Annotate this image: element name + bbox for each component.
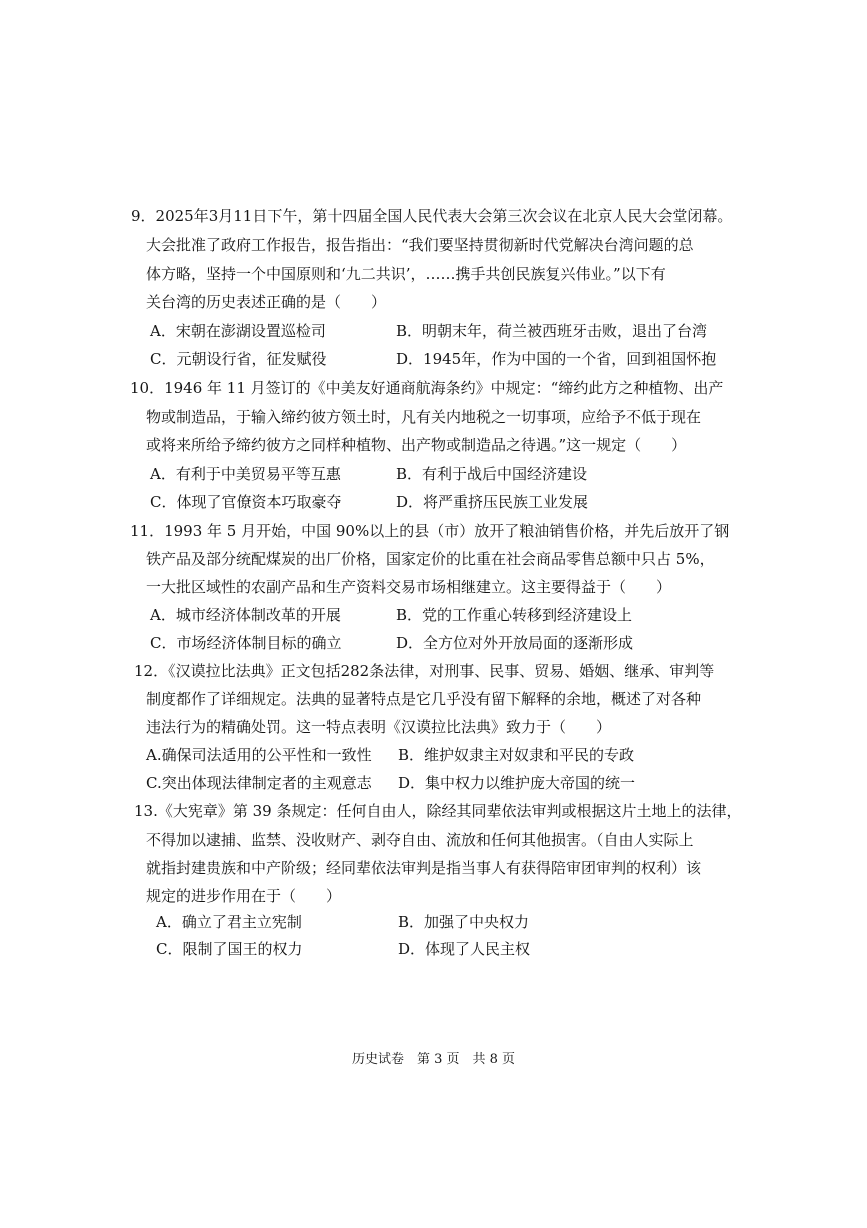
- option-b: B．党的工作重心转移到经济建设上: [396, 606, 633, 624]
- question-text-line: 制度都作了详细规定。法典的显著特点是它几乎没有留下解释的余地，概述了对各种: [146, 690, 702, 708]
- option-d: D．集中权力以维护庞大帝国的统一: [398, 774, 636, 792]
- question-text-line: 铁产品及部分统配煤炭的出厂价格，国家定价的比重在社会商品零售总额中只占 5%，: [146, 550, 715, 568]
- option-b: B．加强了中央权力: [398, 913, 530, 931]
- option-a: A．宋朝在澎湖设置巡检司: [150, 322, 326, 340]
- question-text-line: 大会批准了政府工作报告，报告指出：“我们要坚持贯彻新时代党解决台湾问题的总: [146, 236, 694, 254]
- question-text-line: 不得加以逮捕、监禁、没收财产、剥夺自由、流放和任何其他损害。（自由人实际上: [146, 831, 694, 849]
- option-d: D．将严重挤压民族工业发展: [396, 493, 589, 511]
- question-text-line: 规定的进步作用在于（ ）: [146, 887, 342, 905]
- option-a: A.确保司法适用的公平性和一致性: [146, 746, 372, 764]
- question-text-line: 就指封建贵族和中产阶级；经同辈依法审判是指当事人有获得陪审团审判的权利）该: [146, 859, 702, 877]
- option-b: B．维护奴隶主对奴隶和平民的专政: [398, 746, 635, 764]
- question-text-line: 11．1993 年 5 月开始，中国 90%以上的县（市）放开了粮油销售价格，并先后放开了钢: [130, 522, 730, 540]
- option-a: A．确立了君主立宪制: [156, 913, 302, 931]
- option-c: C．体现了官僚资本巧取豪夺: [150, 493, 342, 511]
- question-text-line: 关台湾的历史表述正确的是（ ）: [146, 293, 387, 311]
- page-footer: 历史试卷 第 3 页 共 8 页: [351, 1052, 516, 1067]
- question-text-line: 9．2025年3月11日下午，第十四届全国人民代表大会第三次会议在北京人民大会堂闭幕。: [131, 207, 733, 225]
- option-c: C．市场经济体制目标的确立: [150, 634, 342, 652]
- question-text-line: 或将来所给予缔约彼方之同样种植物、出产物或制造品之待遇。”这一规定（ ）: [146, 436, 687, 454]
- option-b: B．明朝末年，荷兰被西班牙击败，退出了台湾: [396, 322, 708, 340]
- option-d: D．体现了人民主权: [398, 940, 531, 958]
- option-c: C．限制了国王的权力: [156, 940, 303, 958]
- option-a: A．有利于中美贸易平等互惠: [150, 465, 341, 483]
- question-text-line: 一大批区域性的农副产品和生产资料交易市场相继建立。这主要得益于（ ）: [146, 578, 672, 596]
- option-a: A．城市经济体制改革的开展: [150, 606, 341, 624]
- question-text-line: 12．《汉谟拉比法典》正文包括282条法律，对刑事、民事、贸易、婚姻、继承、审判等: [134, 662, 715, 680]
- option-d: D．全方位对外开放局面的逐渐形成: [396, 634, 634, 652]
- question-text-line: 13.《大宪章》第 39 条规定：任何自由人，除经其同辈依法审判或根据这片土地上的法律，: [134, 802, 742, 820]
- option-c: C.突出体现法律制定者的主观意志: [146, 774, 372, 792]
- question-text-line: 体方略，坚持一个中国原则和‘九二共识’，……携手共创民族复兴伟业。”以下有: [146, 265, 666, 283]
- question-text-line: 10．1946 年 11 月签订的《中美友好通商航海条约》中规定：“缔约此方之种植物、出产: [130, 379, 724, 397]
- option-c: C．元朝设行省，征发赋役: [150, 350, 327, 368]
- question-text-line: 违法行为的精确处罚。这一特点表明《汉谟拉比法典》致力于（ ）: [146, 718, 612, 736]
- question-text-line: 物或制造品，于输入缔约彼方领土时，凡有关内地税之一切事项，应给予不低于现在: [146, 408, 702, 426]
- option-d: D．1945年，作为中国的一个省，回到祖国怀抱: [396, 350, 717, 368]
- option-b: B．有利于战后中国经济建设: [396, 465, 588, 483]
